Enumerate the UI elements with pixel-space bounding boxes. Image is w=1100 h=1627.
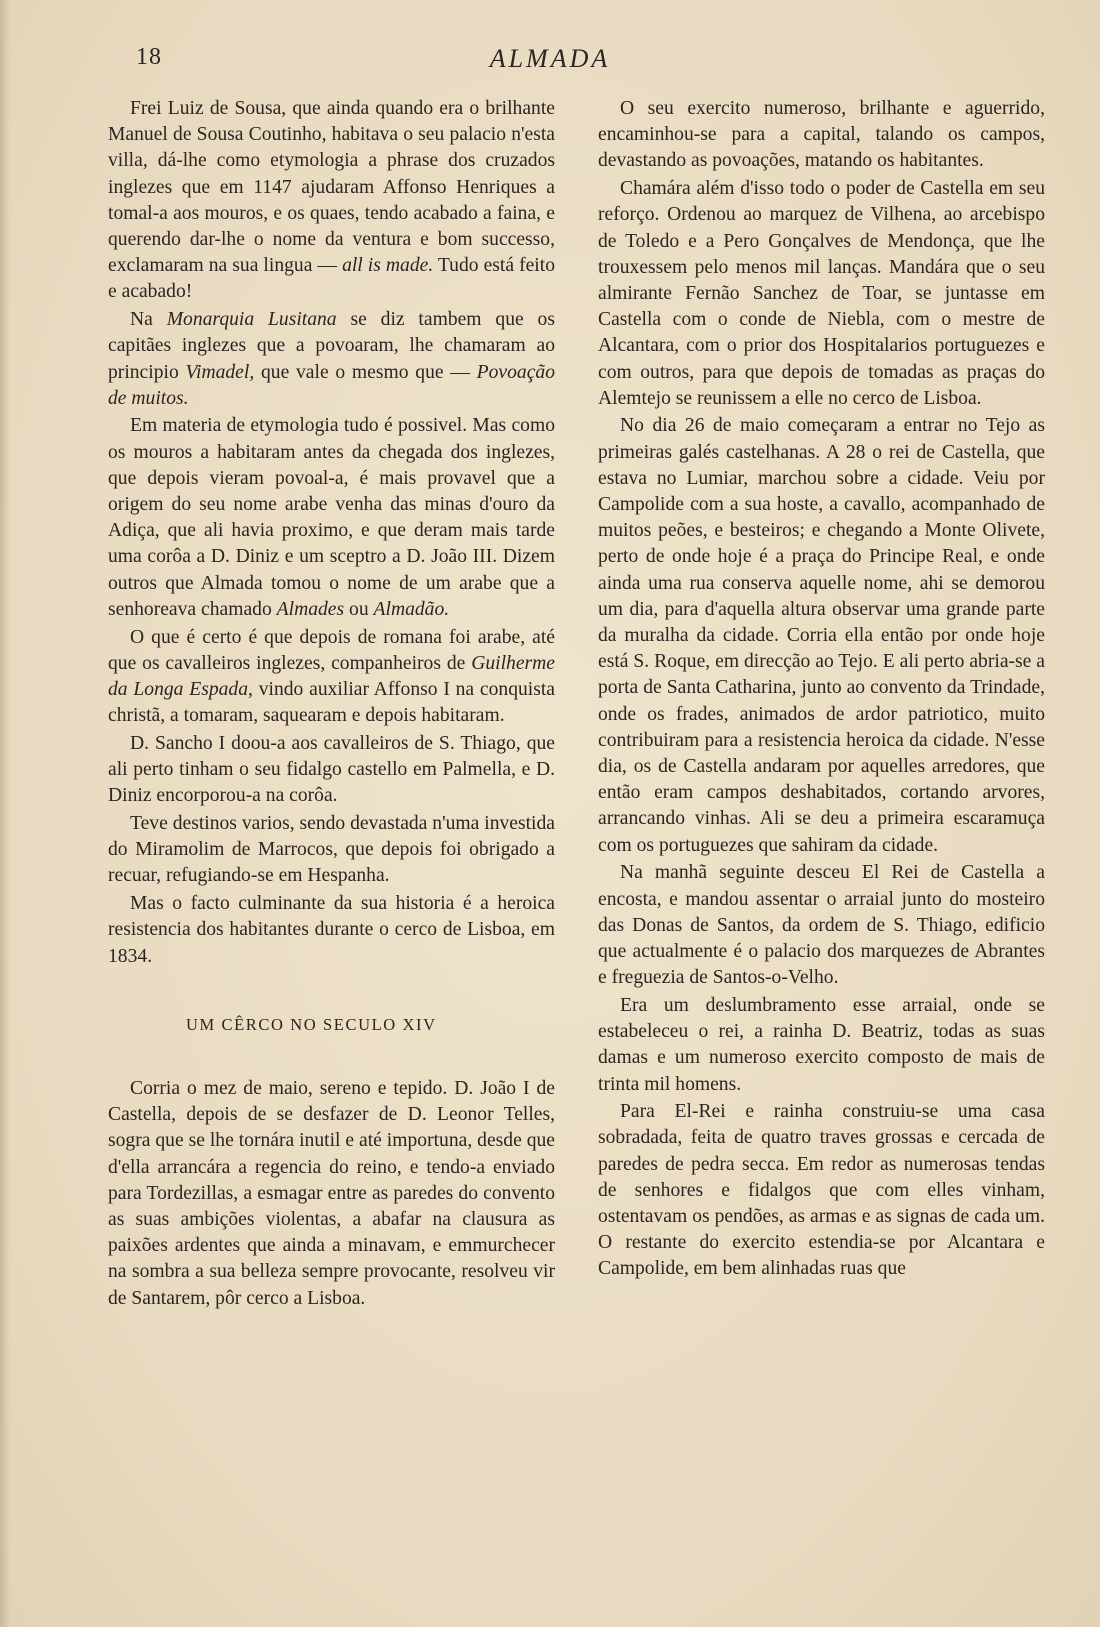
italic-run: Povoação de muitos. [108,361,555,409]
paragraph [108,307,555,412]
paragraph [108,96,555,306]
running-title: ALMADA [489,44,611,73]
section-heading [108,1012,555,1038]
italic-run: Almadão. [373,598,450,620]
paragraph [598,413,1045,858]
text-run: D. Sancho I doou-a aos cavalleiros de S. Thiago, que ali perto tinham o seu fidalgo castello em Palmella, e D. Diniz encorporou-a na corôa. [108,732,555,807]
text-run: ou [344,598,374,620]
paragraph [108,731,555,810]
paragraph [108,625,555,730]
right-text-column [598,96,1045,1284]
text-run: Tudo está feito e acabado! [108,255,555,303]
paragraph [108,811,555,890]
text-run: Mas o facto culminante da sua historia é a heroica resistencia dos habitantes durante o cerco de Lisboa, em 1834. [108,893,555,967]
text-run: Era um deslumbramento esse arraial, onde se estabeleceu o rei, a rainha D. Beatriz, todas as suas damas e um numeroso exercito composto de mais de trinta mil homens. [598,994,1045,1095]
paragraph [598,96,1045,175]
paragraph [598,176,1045,412]
left-text-column [108,96,555,1313]
text-run: O que é certo é que depois de romana foi arabe, até que os cavalleiros inglezes, companheiros de [108,626,555,674]
paragraph [108,1076,555,1312]
paragraph [108,891,555,970]
italic-run: Guilherme da Longa Espada, [108,652,555,700]
text-run: O seu exercito numeroso, brilhante e aguerrido, encaminhou-se para a capital, talando os campos, devastando as povoações, matando os habitantes. [598,98,1045,172]
page-edge-shadow [0,0,10,1627]
text-run: UM CÊRCO NO SECULO XIV [186,1014,437,1034]
paragraph [598,860,1045,991]
text-run: Na [130,309,167,331]
paragraph [598,1099,1045,1282]
text-run: Frei Luiz de Sousa, que ainda quando era o brilhante Manuel de Sousa Coutinho, habitava o seu palacio n'esta villa, dá-lhe como etymologia a phrase dos cruzados inglezes que em 1147 ajudaram Affonso Henriques a tomal-a aos mouros, e os quaes, tendo acabado a faina, e querendo dar-lhe o nome da ventura e bom successo, exclamaram na sua lingua — [108,98,555,277]
text-run: Chamára além d'isso todo o poder de Castella em seu reforço. Ordenou ao marquez de Vilhena, ao arcebispo de Toledo e a Pero Gonçalves de Mendonça, que lhe trouxessem pelo menos mil lanças. Mandára que o seu almirante Fernão Sanchez de Toar, se juntasse em Castella com o conde de Niebla, com o mestre de Alcantara, com o prior dos Hospitalarios portuguezes e com outros, para que depois de tomadas as praças do Alemtejo se reunissem a elle no cerco de Lisboa. [598,178,1045,409]
italic-run: all is made. [342,255,434,277]
text-run: Para El-Rei e rainha construiu-se uma casa sobradada, feita de quatro traves grossas e cercada de paredes de pedra secca. Em redor as numerosas tendas de senhores e fidalgos que com elles vinham, ostentavam os pendões, as armas e as signas de cada um. O restante do exercito estendia-se por Alcantara e Campolide, em bem alinhadas ruas que [598,1101,1045,1280]
italic-run: Almades [276,598,345,620]
paragraph [598,993,1045,1098]
text-run: Teve destinos varios, sendo devastada n'uma investida do Miramolim de Marrocos, que depois foi obrigado a recuar, refugiando-se em Hespanha. [108,812,555,887]
text-run: vindo auxiliar Affonso I na conquista christã, a tomaram, saquearam e depois habitaram. [108,678,556,727]
text-run: No dia 26 de maio começaram a entrar no Tejo as primeiras galés castelhanas. A 28 o rei de Castella, que estava no Lumiar, marchou sobre a cidade. Veiu por Campolide com a sua hoste, a cavallo, acompanhado de muitos peões, e besteiros; e chegando a Monte Olivete, perto de onde hoje é a praça do Principe Real, e onde ainda uma rua conserva aquelle nome, ahi se demorou um dia, para d'aquella altura observar uma grande parte da muralha da cidade. Corria ella então por onde hoje está S. Roque, em direcção ao Tejo. E ali perto abria-se a porta de Santa Catharina, junto ao convento da Trindade, onde os frades, animados de ardor patriotico, muito contribuiram para a resistencia heroica da cidade. N'esse dia, os de Castella andaram por aquelles arredores, que então eram campos deshabitados, cortando arvores, arrancando vinhas. Ali se deu a primeira escaramuça com os portuguezes que sahiram da cidade. [598,415,1045,856]
text-run: que vale o mesmo que — [254,361,477,383]
italic-run: Monarquia Lusitana [166,309,337,331]
italic-run: Vimadel, [185,361,255,383]
text-run: se diz tambem que os capitães inglezes que a povoaram, lhe chamaram ao principio [108,309,555,383]
paragraph [108,413,555,623]
text-run: Na manhã seguinte desceu El Rei de Castella a encosta, e mandou assentar o arraial junto do mosteiro das Donas de Santos, da ordem de S. Thiago, edificio que actualmente é o palacio dos marquezes de Abrantes e freguezia de Santos-o-Velho. [598,862,1045,989]
text-run: Em materia de etymologia tudo é possivel. Mas como os mouros a habitaram antes da chegada dos inglezes, que depois vieram povoal-a, é mais provavel que a origem do seu nome arabe venha das minas d'ouro da Adiça, que ali havia proximo, e que deram mais tarde uma corôa a D. Diniz e um sceptro a D. João III. Dizem outros que Almada tomou o nome de um arabe que a senhoreava chamado [108,415,555,620]
page-number: 18 [136,44,162,70]
text-run: Corria o mez de maio, sereno e tepido. D. João I de Castella, depois de se desfazer de D. Leonor Telles, sogra que se lhe tornára inutil e até importuna, desde que d'ella arrancára a regencia do reino, e tendo-a enviado para Tordezillas, a esmagar entre as paredes do convento as suas ambições violentas, a abafar na clausura as paixões ardentes que ainda a minavam, e emmurchecer na sombra a sua belleza sempre provocante, resolveu vir de Santarem, pôr cerco a Lisboa. [108,1077,555,1309]
